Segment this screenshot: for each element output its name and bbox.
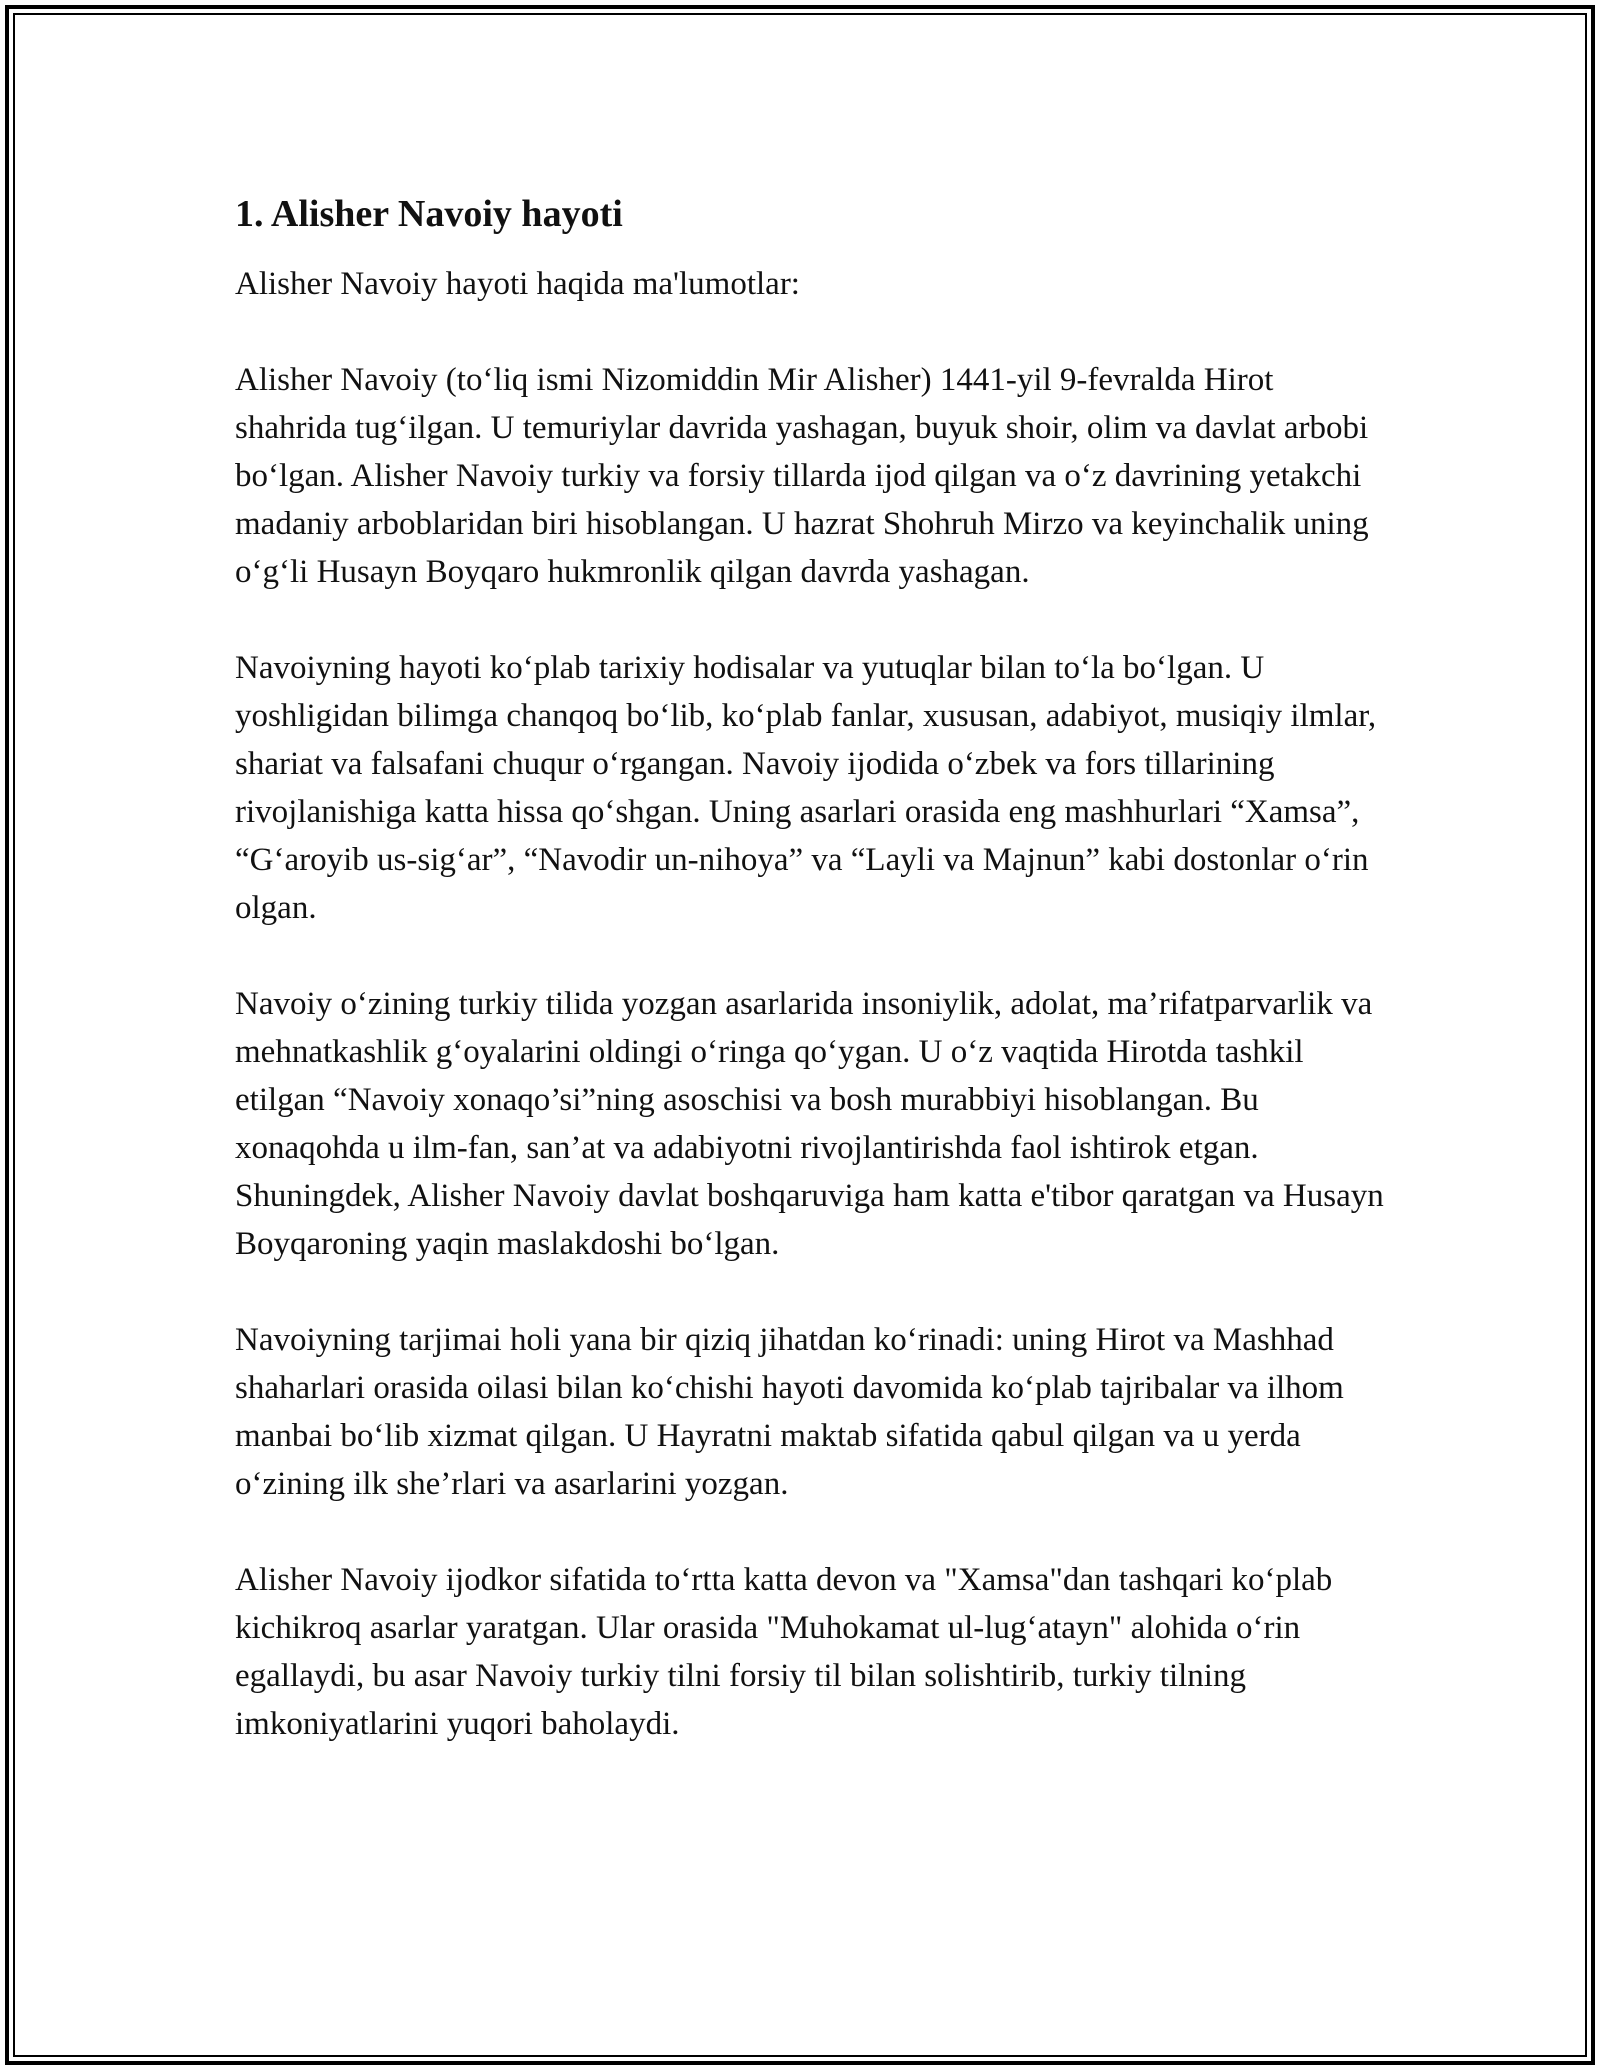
paragraph: Alisher Navoiy ijodkor sifatida to‘rtta katta devon va "Xamsa"dan tashqari ko‘plab kichikroq asarlar yaratgan. Ular orasida "Muhokamat ul-lug‘atayn" alohida o‘rin egallaydi, bu asar Navoiy turkiy tilni forsiy til bilan solishtirib, turkiy tilning imkoniyatlarini yuqori baholaydi. bbox=[235, 1562, 1333, 1742]
document-body bbox=[235, 188, 1385, 1748]
paragraph: Navoiyning tarjimai holi yana bir qiziq jihatdan ko‘rinadi: uning Hirot va Mashhad shaharlari orasida oilasi bilan ko‘chishi hayoti davomida ko‘plab tajribalar va ilhom manbai bo‘lib xizmat qilgan. U Hayratni maktab sifatida qabul qilgan va u yerda o‘zining ilk she’rlari va asarlarini yozgan. bbox=[235, 1322, 1344, 1502]
section-heading: 1. Alisher Navoiy hayoti bbox=[235, 193, 623, 235]
paragraph: Navoiyning hayoti ko‘plab tarixiy hodisalar va yutuqlar bilan to‘la bo‘lgan. U yoshligidan bilimga chanqoq bo‘lib, ko‘plab fanlar, xususan, adabiyot, musiqiy ilmlar, shariat va falsafani chuqur o‘rgangan. Navoiy ijodida o‘zbek va fors tillarining rivojlanishiga katta hissa qo‘shgan. Uning asarlari orasida eng mashhurlari “Xamsa”, “G‘aroyib us-sig‘ar”, “Navodir un-nihoya” va “Layli va Majnun” kabi dostonlar o‘rin olgan. bbox=[235, 650, 1377, 926]
intro-line: Alisher Navoiy hayoti haqida ma'lumotlar: bbox=[235, 266, 800, 302]
paragraph: Alisher Navoiy (to‘liq ismi Nizomiddin Mir Alisher) 1441-yil 9-fevralda Hirot shahrida tug‘ilgan. U temuriylar davrida yashagan, buyuk shoir, olim va davlat arbobi bo‘lgan. Alisher Navoiy turkiy va forsiy tillarda ijod qilgan va o‘z davrining yetakchi madaniy arboblaridan biri hisoblangan. U hazrat Shohruh Mirzo va keyinchalik uning o‘g‘li Husayn Boyqaro hukmronlik qilgan davrda yashagan. bbox=[235, 362, 1369, 590]
paragraph: Navoiy o‘zining turkiy tilida yozgan asarlarida insoniylik, adolat, ma’rifatparvarlik va mehnatkashlik g‘oyalarini oldingi o‘ringa qo‘ygan. U o‘z vaqtida Hirotda tashkil etilgan “Navoiy xonaqo’si”ning asoschisi va bosh murabbiyi hisoblangan. Bu xonaqohda u ilm-fan, san’at va adabiyotni rivojlantirishda faol ishtirok etgan. Shuningdek, Alisher Navoiy davlat boshqaruviga ham katta e'tibor qaratgan va Husayn Boyqaroning yaqin maslakdoshi bo‘lgan. bbox=[235, 986, 1384, 1262]
